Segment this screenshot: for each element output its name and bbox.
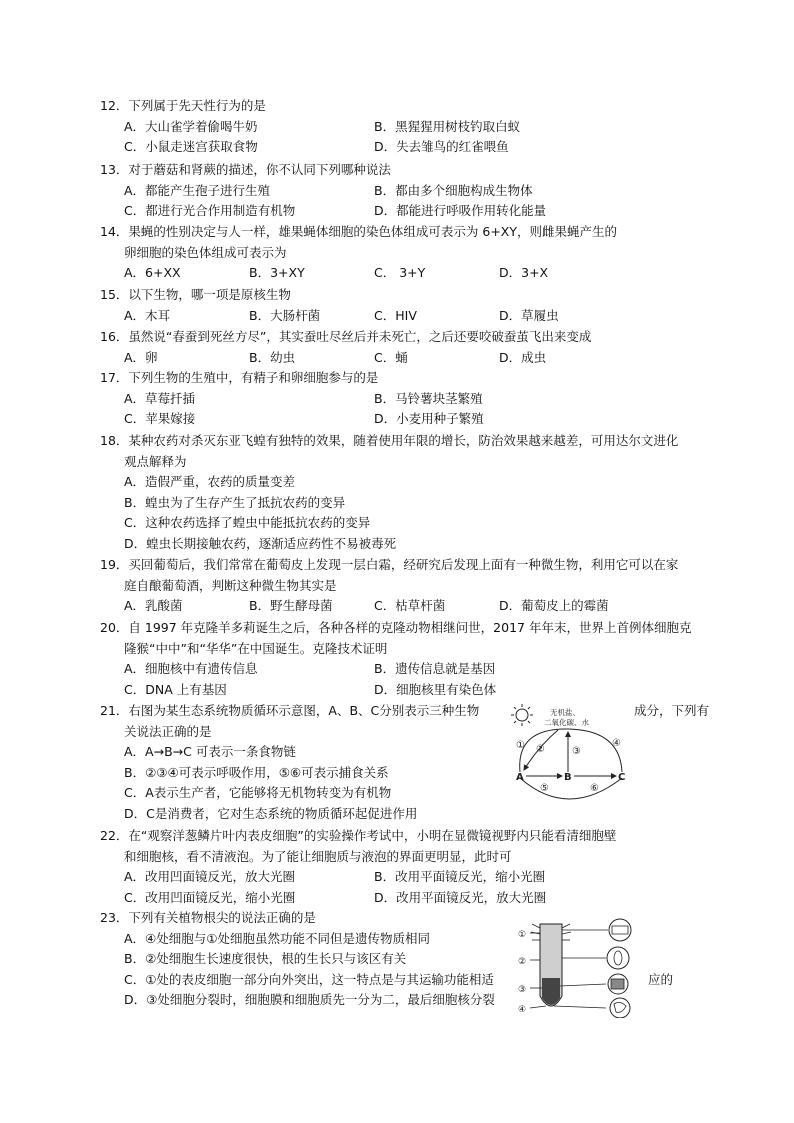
option-d: D．草履虫 [499, 307, 559, 323]
option-a: A．造假严重，农药的质量变差 [124, 474, 296, 489]
question-stem: 20．自 1997 年克隆羊多莉诞生之后，各种各样的克隆动物相继问世，2017 年年末，世界上首例体细胞克 [100, 620, 692, 635]
option-d: D．改用平面镜反光，放大光圈 [374, 889, 547, 905]
option-b: B．大肠杆菌 [249, 307, 321, 323]
material-cycle-diagram [508, 702, 634, 804]
option-a: A．卵 [124, 349, 158, 365]
edge-label-2: ② [536, 744, 545, 755]
option-b: B．蝗虫为了生存产生了抵抗农药的变异 [124, 494, 346, 510]
option-d: D．细胞核里有染色体 [374, 681, 497, 697]
option-d: D．③处细胞分裂时，细胞膜和细胞质先一分为二，最后细胞核分裂 [124, 992, 495, 1007]
option-a: A．6+XX [124, 265, 181, 280]
option-b: B．②处细胞生长速度很快，根的生长只与该区有关 [124, 951, 407, 966]
question-17 [100, 368, 720, 430]
cell-callout-2 [607, 947, 629, 969]
node-c: C [618, 772, 626, 783]
question-15 [100, 285, 720, 326]
option-c: C．HIV [374, 307, 417, 323]
question-stem: 21．右图为某生态系统物质循环示意图，A、B、C分别表示三种生物 [100, 703, 480, 718]
option-d: D．失去雏鸟的红雀喂鱼 [374, 139, 509, 154]
option-c: C．蛹 [374, 349, 408, 365]
option-a: A．大山雀学着偷喝牛奶 [124, 118, 258, 134]
option-a: A．草莓扦插 [124, 390, 196, 406]
option-c: C．小鼠走迷宫获取食物 [124, 139, 258, 154]
root-label-3: ③ [518, 985, 527, 995]
root-label-1: ① [518, 930, 527, 940]
option-b: B．黑猩猩用树枝钓取白蚁 [374, 118, 521, 134]
root-tip-diagram [516, 918, 638, 1018]
cell-callout-3 [608, 974, 628, 994]
edge-label-5: ⑤ [540, 783, 549, 794]
option-b: B．都由多个细胞构成生物体 [374, 182, 533, 198]
question-stem: 13．对于蘑菇和肾蕨的描述，你不认同下列哪种说法 [100, 162, 391, 177]
question-stem: 19．买回葡萄后，我们常常在葡萄皮上发现一层白霜，经研究后发现上面有一种微生物，利用它可以在家 [100, 557, 679, 572]
question-stem: 16．虽然说“春蚕到死丝方尽”，其实蚕吐尽丝后并未死亡，之后还要咬破蚕茧飞出来变成 [100, 329, 592, 344]
question-18 [100, 431, 720, 554]
question-stem: 14．果蝇的性别决定与人一样，雄果蝇体细胞的染色体组成可表示为 6+XY，则雌果蝇产生的 [100, 224, 618, 239]
option-b: B．野生酵母菌 [249, 598, 333, 613]
cell-callout-4 [610, 998, 630, 1018]
question-stem-tail: 成分，下列有 [634, 703, 710, 718]
question-stem-continued: 庭自酿葡萄酒，判断这种微生物其实是 [124, 577, 337, 593]
option-b: B．改用平面镜反光，缩小光圈 [374, 869, 546, 884]
question-14 [100, 222, 720, 284]
node-a: A [516, 772, 524, 783]
edge-label-3: ③ [572, 746, 581, 757]
option-d: D．葡萄皮上的霉菌 [499, 598, 609, 613]
option-c: C．DNA 上有基因 [124, 681, 227, 697]
option-a: A．都能产生孢子进行生殖 [124, 182, 271, 198]
cell-callout-1 [609, 919, 631, 941]
question-19 [100, 555, 720, 617]
option-d: D．都能进行呼吸作用转化能量 [374, 203, 547, 218]
option-c: C．都进行光合作用制造有机物 [124, 203, 296, 218]
question-stem-continued: 和细胞核，看不清液泡。为了能让细胞质与液泡的界面更明显，此时可 [124, 848, 512, 864]
question-13 [100, 160, 720, 222]
option-a: A．细胞核中有遗传信息 [124, 661, 258, 676]
question-stem: 23．下列有关植物根尖的说法正确的是 [100, 910, 316, 925]
option-c: C．改用凹面镜反光，缩小光圈 [124, 889, 296, 905]
question-stem: 17．下列生物的生殖中，有精子和卵细胞参与的是 [100, 370, 379, 385]
option-a: A．木耳 [124, 307, 171, 323]
diagram-top-label: 无机盐、 [550, 708, 580, 717]
option-c: C．这种农药选择了蝗虫中能抵抗农药的变异 [124, 515, 371, 530]
option-a: A．改用凹面镜反光，放大光圈 [124, 869, 296, 884]
option-a: A．乳酸菌 [124, 598, 183, 613]
question-stem-continued: 卵细胞的染色体组成可表示为 [124, 244, 287, 260]
option-c: C．苹果嫁接 [124, 411, 196, 426]
question-stem-continued: 隆猴“中中”和“华华”在中国诞生。克隆技术证明 [124, 640, 388, 656]
edge-label-4: ④ [612, 738, 621, 749]
option-c: C．A表示生产者，它能够将无机物转变为有机物 [124, 785, 392, 800]
question-stem: 18．某种农药对杀灭东亚飞蝗有独特的效果，随着使用年限的增长，防治效果越来越差，可用达尔文进化 [100, 433, 679, 448]
question-stem: 12．下列属于先天性行为的是 [100, 98, 266, 113]
option-b: B．幼虫 [249, 349, 296, 365]
root-label-4: ④ [518, 1005, 527, 1015]
question-22 [100, 826, 720, 908]
root-cap [542, 978, 560, 1005]
option-b: B．遗传信息就是基因 [374, 661, 496, 676]
option-d: D．C是消费者，它对生态系统的物质循环起促进作用 [124, 805, 418, 821]
node-b: B [564, 772, 572, 783]
diagram-top-label-2: 二氧化碳、水 [544, 718, 589, 727]
question-stem-continued: 观点解释为 [124, 453, 187, 469]
option-c-tail: 应的 [648, 972, 674, 987]
option-c: C． 3+Y [374, 265, 426, 280]
option-a: A．④处细胞与①处细胞虽然功能不同但是遗传物质相同 [124, 930, 430, 946]
question-20 [100, 618, 720, 700]
option-d: D．成虫 [499, 349, 547, 365]
edge-label-6: ⑥ [590, 783, 599, 794]
option-d: D．蝗虫长期接触农药，逐渐适应药性不易被毒死 [124, 535, 397, 551]
option-c: C．枯草杆菌 [374, 598, 446, 613]
option-b: B．3+XY [249, 265, 305, 280]
option-b: B．②③④可表示呼吸作用，⑤⑥可表示捕食关系 [124, 764, 389, 780]
option-b: B．马铃薯块茎繁殖 [374, 390, 483, 406]
root-label-2: ② [518, 957, 527, 967]
question-stem: 22．在“观察洋葱鳞片叶内表皮细胞”的实验操作考试中，小明在显微镜视野内只能看清细胞壁 [100, 828, 617, 843]
question-stem-continued: 关说法正确的是 [124, 723, 212, 739]
question-12 [100, 96, 720, 158]
option-d: D．小麦用种子繁殖 [374, 411, 484, 426]
option-a: A．A→B→C 可表示一条食物链 [124, 744, 296, 759]
question-stem: 15．以下生物，哪一项是原核生物 [100, 287, 291, 302]
option-d: D．3+X [499, 265, 549, 280]
question-16 [100, 327, 720, 368]
edge-label-1: ① [516, 740, 525, 751]
option-c: C．①处的表皮细胞一部分向外突出，这一特点是与其运输功能相适 [124, 971, 494, 987]
sun-icon [511, 704, 533, 726]
